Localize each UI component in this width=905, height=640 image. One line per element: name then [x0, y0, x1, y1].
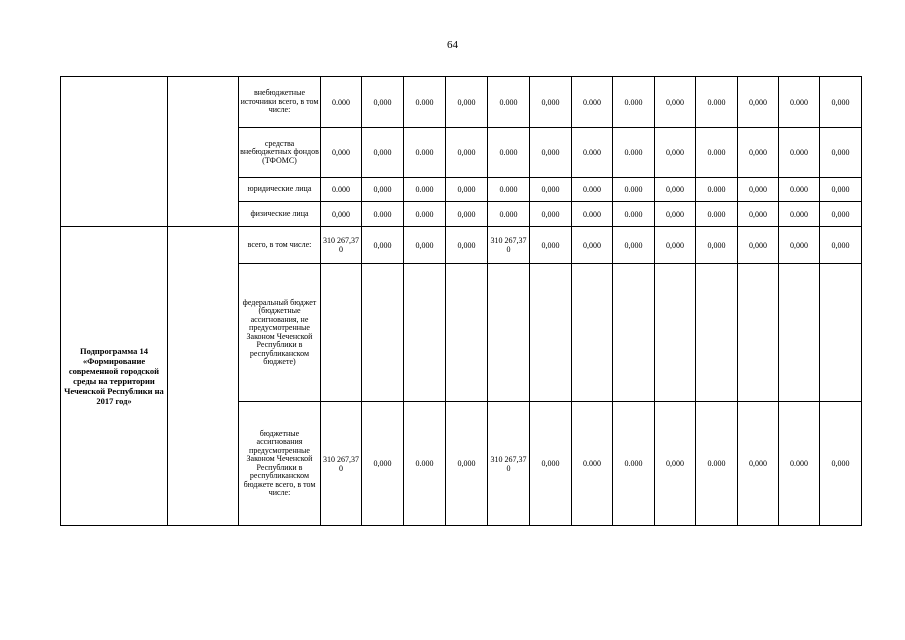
value-cell: 0.000	[404, 128, 446, 178]
value-cell: 0,000	[655, 202, 696, 227]
value-cell: 0,000	[321, 128, 362, 178]
value-cell: 0,000	[738, 128, 779, 178]
value-cell	[655, 264, 696, 402]
value-cell: 0.000	[572, 77, 613, 128]
value-cell: 310 267,370	[321, 402, 362, 526]
budget-table	[60, 76, 862, 526]
value-cell: 0,000	[820, 77, 862, 128]
value-cell: 0,000	[362, 77, 404, 128]
value-cell: 0,000	[820, 227, 862, 264]
value-cell: 0,000	[404, 227, 446, 264]
value-cell: 0,000	[572, 227, 613, 264]
value-cell: 0,000	[738, 202, 779, 227]
value-cell: 0.000	[779, 178, 820, 202]
program-title: Подпрограмма 14 «Формирование современной городской среды на территории Чеченской Республики на 2017 год»	[61, 227, 168, 526]
value-cell: 0.000	[488, 178, 530, 202]
value-cell: 0,000	[530, 178, 572, 202]
value-cell: 0.000	[362, 202, 404, 227]
value-cell	[488, 264, 530, 402]
value-cell: 0,000	[530, 128, 572, 178]
value-cell	[321, 264, 362, 402]
value-cell: 0,000	[738, 178, 779, 202]
value-cell: 0.000	[696, 128, 738, 178]
blank-cell	[61, 77, 168, 227]
value-cell: 0.000	[488, 202, 530, 227]
value-cell: 0,000	[820, 402, 862, 526]
value-cell: 0.000	[779, 128, 820, 178]
value-cell: 0,000	[820, 128, 862, 178]
value-cell: 0.000	[613, 402, 655, 526]
value-cell: 0.000	[613, 178, 655, 202]
value-cell: 0,000	[362, 402, 404, 526]
value-cell: 0,000	[446, 227, 488, 264]
value-cell: 0,000	[655, 77, 696, 128]
value-cell: 0.000	[613, 128, 655, 178]
source-label: юридические лица	[239, 178, 321, 202]
value-cell: 310 267,370	[321, 227, 362, 264]
value-cell: 0.000	[572, 402, 613, 526]
value-cell: 0,000	[446, 77, 488, 128]
value-cell: 0,000	[446, 128, 488, 178]
value-cell	[820, 264, 862, 402]
value-cell: 0,000	[655, 402, 696, 526]
value-cell: 0,000	[738, 77, 779, 128]
value-cell	[446, 264, 488, 402]
value-cell: 0,000	[696, 227, 738, 264]
value-cell: 0.000	[696, 202, 738, 227]
value-cell: 0.000	[779, 77, 820, 128]
value-cell: 0,000	[446, 402, 488, 526]
value-cell: 0.000	[779, 402, 820, 526]
value-cell: 0,000	[362, 227, 404, 264]
value-cell: 0.000	[488, 77, 530, 128]
source-label: федеральный бюджет (бюджетные ассигнования, не предусмотренные Законом Чеченской Республики в республиканском бюджете)	[239, 264, 321, 402]
value-cell	[572, 264, 613, 402]
value-cell: 0.000	[321, 77, 362, 128]
value-cell: 0.000	[404, 77, 446, 128]
value-cell: 0.000	[404, 402, 446, 526]
table-row	[61, 77, 862, 128]
value-cell	[738, 264, 779, 402]
value-cell: 0,000	[530, 77, 572, 128]
value-cell: 0.000	[404, 178, 446, 202]
value-cell: 0.000	[779, 202, 820, 227]
value-cell: 0.000	[404, 202, 446, 227]
value-cell: 0,000	[530, 227, 572, 264]
value-cell: 0.000	[696, 77, 738, 128]
source-label: внебюджетные источники всего, в том числе:	[239, 77, 321, 128]
value-cell: 0.000	[572, 202, 613, 227]
value-cell: 0,000	[362, 128, 404, 178]
blank-cell	[168, 77, 239, 227]
value-cell: 310 267,370	[488, 402, 530, 526]
value-cell: 0,000	[530, 202, 572, 227]
value-cell: 0.000	[572, 178, 613, 202]
source-label: бюджетные ассигнования предусмотренные Законом Чеченской Республики в республиканском бюджете всего, в том числе:	[239, 402, 321, 526]
value-cell: 0,000	[820, 178, 862, 202]
source-label: средства внебюджетных фондов (ТФОМС)	[239, 128, 321, 178]
value-cell: 0.000	[488, 128, 530, 178]
value-cell: 0.000	[613, 202, 655, 227]
value-cell	[779, 264, 820, 402]
value-cell: 310 267,370	[488, 227, 530, 264]
table-row	[61, 227, 862, 264]
value-cell: 0,000	[446, 202, 488, 227]
value-cell: 0,000	[738, 402, 779, 526]
source-label: всего, в том числе:	[239, 227, 321, 264]
value-cell: 0,000	[655, 128, 696, 178]
value-cell: 0,000	[530, 402, 572, 526]
value-cell: 0,000	[820, 202, 862, 227]
value-cell: 0,000	[446, 178, 488, 202]
value-cell: 0,000	[362, 178, 404, 202]
source-label: физические лица	[239, 202, 321, 227]
value-cell	[696, 264, 738, 402]
page-number: 64	[447, 39, 458, 51]
blank-cell	[168, 227, 239, 526]
value-cell	[404, 264, 446, 402]
value-cell: 0.000	[321, 178, 362, 202]
value-cell	[362, 264, 404, 402]
value-cell: 0,000	[321, 202, 362, 227]
value-cell: 0,000	[738, 227, 779, 264]
value-cell: 0,000	[655, 178, 696, 202]
value-cell: 0,000	[779, 227, 820, 264]
value-cell: 0.000	[613, 77, 655, 128]
value-cell: 0,000	[613, 227, 655, 264]
value-cell: 0.000	[696, 178, 738, 202]
value-cell: 0.000	[696, 402, 738, 526]
value-cell: 0,000	[655, 227, 696, 264]
value-cell: 0.000	[572, 128, 613, 178]
value-cell	[530, 264, 572, 402]
value-cell	[613, 264, 655, 402]
